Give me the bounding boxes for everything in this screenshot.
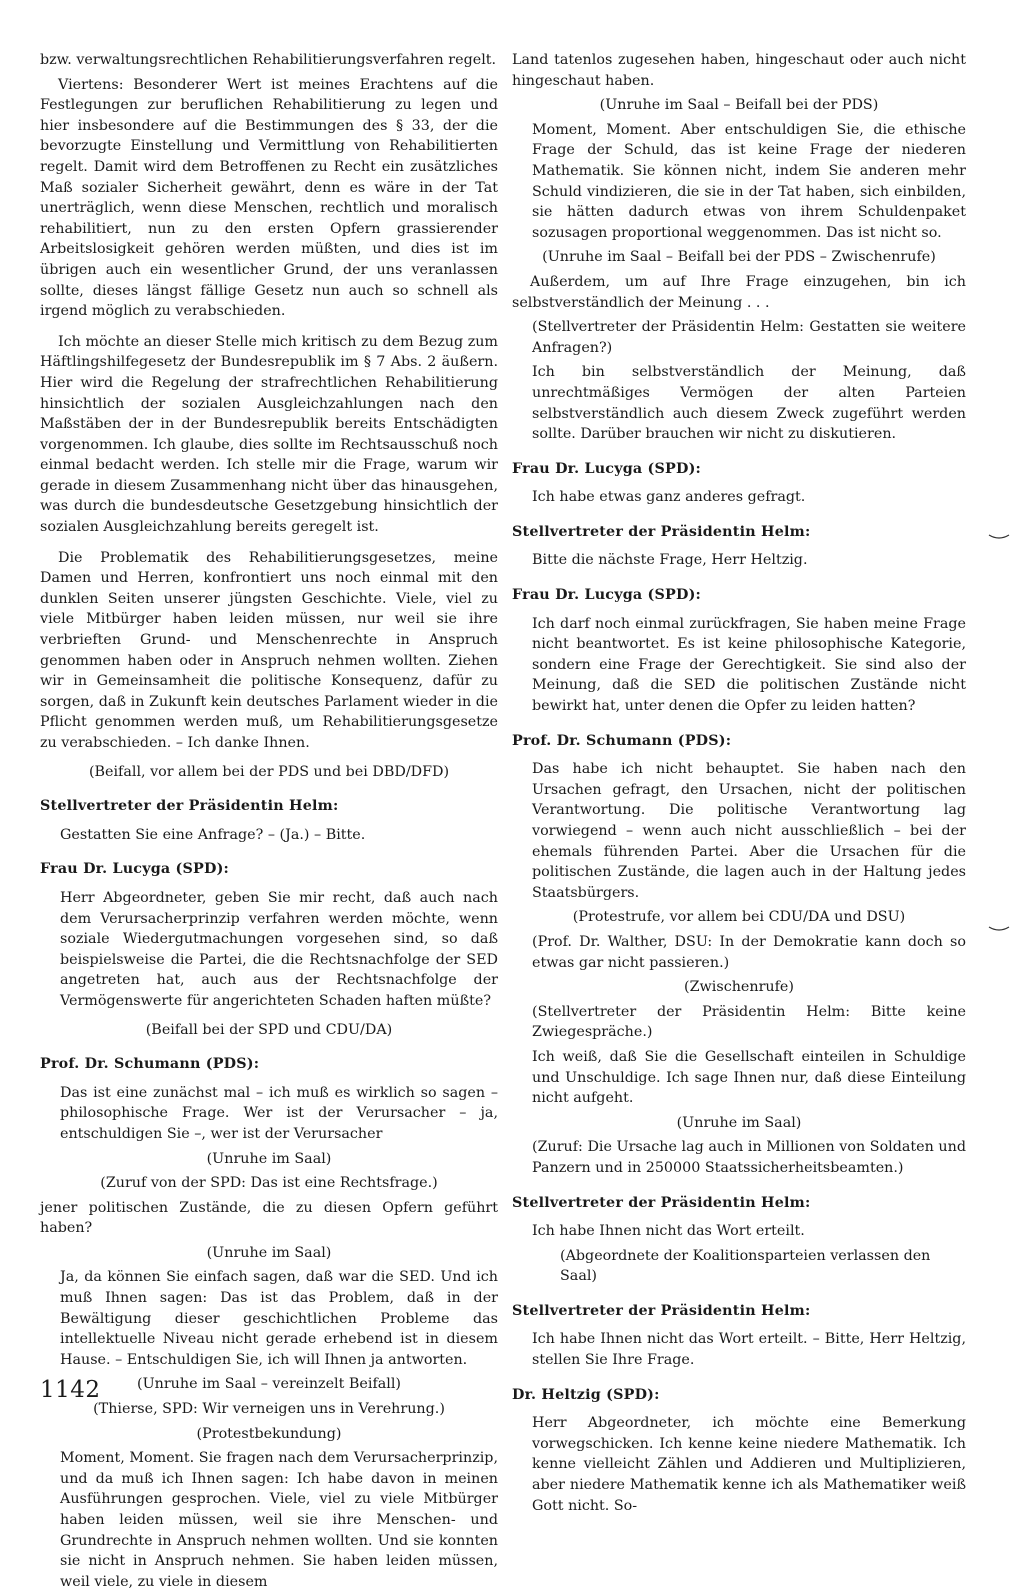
interjection: (Protestrufe, vor allem bei CDU/DA und DSU): [572, 909, 906, 926]
speech-text: Das ist eine zunächst mal – ich muß es wirklich so sagen – philosophische Frage. Wer ist der Verursacher – ja, entschuldigen Sie –, wer ist der Verursacher: [60, 1084, 498, 1142]
interjection: (Unruhe im Saal – Beifall bei der PDS – Zwischenrufe): [542, 249, 936, 266]
paragraph: bzw. verwaltungsrechtlichen Rehabilitierungsverfahren regelt.: [40, 52, 497, 68]
interjection: (Zwischenrufe): [684, 979, 794, 996]
speaker-heading: Stellvertreter der Präsidentin Helm:: [512, 1302, 811, 1319]
speaker-heading: Frau Dr. Lucyga (SPD):: [512, 587, 702, 604]
speech-text: Herr Abgeordneter, ich möchte eine Bemerkung vorwegschicken. Ich kenne keine niedere Mathematik. Ich kenne vielleicht Zählen und Addieren und Multiplizieren, aber niedere Mathematik kenne ich als Mathematiker weiß Gott nicht. So-: [532, 1415, 966, 1514]
speech-text: jener politischen Zustände, die zu diesen Opfern geführt haben?: [40, 1199, 498, 1237]
interjection: (Stellvertreter der Präsidentin Helm: Bitte keine Zwiegespräche.): [532, 1003, 966, 1041]
interjection: (Unruhe im Saal): [206, 1244, 332, 1261]
speaker-heading: Stellvertreter der Präsidentin Helm:: [512, 523, 811, 540]
interjection: (Abgeordnete der Koalitionsparteien verlassen den Saal): [560, 1247, 931, 1285]
speech-text: Ich weiß, daß Sie die Gesellschaft einteilen in Schuldige und Unschuldige. Ich sage Ihnen nur, daß diese Einteilung nicht aufgeht.: [532, 1048, 966, 1107]
speaker-heading: Prof. Dr. Schumann (PDS):: [512, 732, 732, 749]
speech-text: Außerdem, um auf Ihre Frage einzugehen, bin ich selbstverständlich der Meinung . . .: [512, 273, 966, 311]
paragraph: Die Problematik des Rehabilitierungsgesetzes, meine Damen und Herren, konfrontiert uns noch einmal mit den dunklen Seiten unserer jüngsten Geschichte. Viele, viel zu viele Mitbürger haben leiden müssen, nur weil sie ihre verbrieften Grund- und Menschenrechte in Anspruch genommen haben oder in Anspruch nehmen wollten. Ziehen wir in Gemeinsamheit die politische Konsequenz, dafür zu sorgen, daß in Zukunft kein deutsches Parlament wieder in die Pflicht genommen werden muß, um Rehabilitierungsgesetze zu verabschieden. – Ich danke Ihnen.: [40, 549, 498, 751]
speech-text: Herr Abgeordneter, geben Sie mir recht, daß auch nach dem Verursacherprinzip verfahren werden möchte, wenn soziale Wiedergutmachungen vorgesehen sind, so daß beispielsweise die Partei, die die Rechtsnachfolge der SED angetreten hat, auch aus der Rechtsnachfolge der Vermögenswerte für angerichteten Schaden haften müßte?: [60, 889, 498, 1009]
speaker-heading: Stellvertreter der Präsidentin Helm:: [512, 1194, 811, 1211]
speech-text: Ich bin selbstverständlich der Meinung, daß unrechtmäßiges Vermögen der alten Parteien selbstverständlich auch diesem Zweck zugeführt werden sollte. Darüber brauchen wir nicht zu diskutieren.: [532, 364, 966, 443]
margin-mark-icon: [988, 924, 1010, 934]
speaker-heading: Frau Dr. Lucyga (SPD):: [40, 861, 230, 878]
interjection: (Unruhe im Saal – vereinzelt Beifall): [137, 1376, 401, 1393]
interjection: (Unruhe im Saal – Beifall bei der PDS): [599, 97, 879, 114]
speech-text: Ich habe Ihnen nicht das Wort erteilt.: [532, 1223, 805, 1240]
interjection: (Beifall bei der SPD und CDU/DA): [145, 1021, 393, 1038]
interjection: (Thierse, SPD: Wir verneigen uns in Verehrung.): [93, 1401, 445, 1418]
speaker-heading: Frau Dr. Lucyga (SPD):: [512, 460, 702, 477]
interjection: (Zuruf von der SPD: Das ist eine Rechtsfrage.): [100, 1175, 438, 1192]
speech-text: Moment, Moment. Aber entschuldigen Sie, die ethische Frage der Schuld, das ist keine Frage der niederen Mathematik. Sie können nicht, indem Sie anderen mehr Schuld vindizieren, die sie in der Tat haben, sich einbilden, sie hätten dadurch etwas von ihrem Schuldenpaket sozusagen proportional weggenommen. Das ist nicht so.: [532, 121, 966, 241]
interjection: (Unruhe im Saal): [206, 1150, 332, 1167]
interjection: (Prof. Dr. Walther, DSU: In der Demokratie kann doch so etwas gar nicht passieren.): [532, 933, 966, 971]
speaker-heading: Stellvertreter der Präsidentin Helm:: [40, 798, 339, 815]
speech-text: Ich darf noch einmal zurückfragen, Sie haben meine Frage nicht beantwortet. Es ist keine philosophische Kategorie, sondern eine Frage der Gerechtigkeit. Sie sind also der Meinung, daß die SED die politischen Zustände nicht bewirkt hat, unter denen die Opfer zu leiden hatten?: [532, 615, 966, 715]
speech-text: Gestatten Sie eine Anfrage? – (Ja.) – Bitte.: [60, 826, 366, 843]
speech-text: Bitte die nächste Frage, Herr Heltzig.: [532, 552, 808, 569]
interjection: (Stellvertreter der Präsidentin Helm: Gestatten sie weitere Anfragen?): [532, 319, 966, 356]
margin-mark-icon: [988, 532, 1010, 542]
interjection: (Beifall, vor allem bei der PDS und bei DBD/DFD): [88, 763, 450, 780]
right-column: [512, 50, 966, 1516]
page-number: 1142: [40, 1377, 101, 1403]
speaker-heading: Prof. Dr. Schumann (PDS):: [40, 1056, 260, 1073]
speech-text: Ich habe etwas ganz anderes gefragt.: [532, 489, 806, 506]
interjection: (Protestbekundung): [196, 1425, 342, 1442]
interjection: (Zuruf: Die Ursache lag auch in Millionen von Soldaten und Panzern und in 250000 Staatssicherheitsbeamten.): [532, 1139, 966, 1176]
left-column: [40, 50, 498, 1592]
speech-text: Ja, da können Sie einfach sagen, daß war die SED. Und ich muß Ihnen sagen: Das ist das Problem, daß in der Bewältigung dieser geschichtlichen Probleme das intellektuelle Niveau nicht gerade erhebend ist in diesem Hause. – Entschuldigen Sie, ich will Ihnen ja antworten.: [60, 1269, 498, 1368]
speaker-heading: Dr. Heltzig (SPD):: [512, 1386, 660, 1403]
interjection: (Unruhe im Saal): [676, 1114, 802, 1131]
speech-text: Das habe ich nicht behauptet. Sie haben nach den Ursachen gefragt, den Ursachen, nicht der politischen Verantwortung. Die politische Verantwortung lag vorwiegend – wenn auch nicht ausschließlich – bei der ehemals führenden Partei. Aber die Ursachen für die politischen Zustände, die lagen auch in der Haltung jedes Staatsbürgers.: [532, 761, 966, 901]
speech-text: Ich habe Ihnen nicht das Wort erteilt. – Bitte, Herr Heltzig, stellen Sie Ihre Frage.: [532, 1331, 966, 1369]
speech-text: Moment, Moment. Sie fragen nach dem Verursacherprinzip, und da muß ich Ihnen sagen: Ich habe davon in meinen Ausführungen gesprochen. Viele, viel zu viele Mitbürger haben leiden müssen, weil sie ihre Menschen- und Grundrechte in Anspruch nehmen wollten. Und sie konnten sie nicht in Anspruch nehmen. Sie haben leiden müssen, weil viele, zu viele in diesem: [60, 1450, 498, 1590]
speech-text: Land tatenlos zugesehen haben, hingeschaut oder auch nicht hingeschaut haben.: [512, 52, 966, 89]
paragraph: Viertens: Besonderer Wert ist meines Erachtens auf die Festlegungen zur beruflichen Rehabilitierung zu legen und hier insbesondere auf die Bestimmungen des § 33, der die bevorzugte Einstellung und Vermittlung von Rehabilitierten regelt. Damit wird dem Betroffenen zu Recht ein zusätzliches Maß sozialer Sicherheit gewährt, denn es wäre in der Tat unerträglich, wenn diese Menschen, rechtlich und moralisch rehabilitiert, nun zu den ersten Opfern grassierender Arbeitslosigkeit gehören werden müßten, und dies ist im übrigen auch ein wesentlicher Grund, der uns veranlassen sollte, dieses längst fällige Gesetz nun auch so schnell als irgend möglich zu verabschieden.: [40, 76, 498, 320]
paragraph: Ich möchte an dieser Stelle mich kritisch zu dem Bezug zum Häftlingshilfegesetz der Bundesrepublik im § 7 Abs. 2 äußern. Hier wird die Regelung der strafrechtlichen Rehabilitierung hinsichtlich der sozialen Ausgleichzahlungen nach den Maßstäben der in der Bundesrepublik bereits Entschädigten vorgenommen. Ich glaube, dies sollte im Rechtsausschuß noch einmal bedacht werden. Ich stelle mir die Frage, warum wir gerade in diesem Zusammenhang nicht über das hinausgehen, was durch die bundesdeutsche Gesetzgebung hinsichtlich der sozialen Ausgleichzahlung bereits geregelt ist.: [40, 333, 498, 536]
